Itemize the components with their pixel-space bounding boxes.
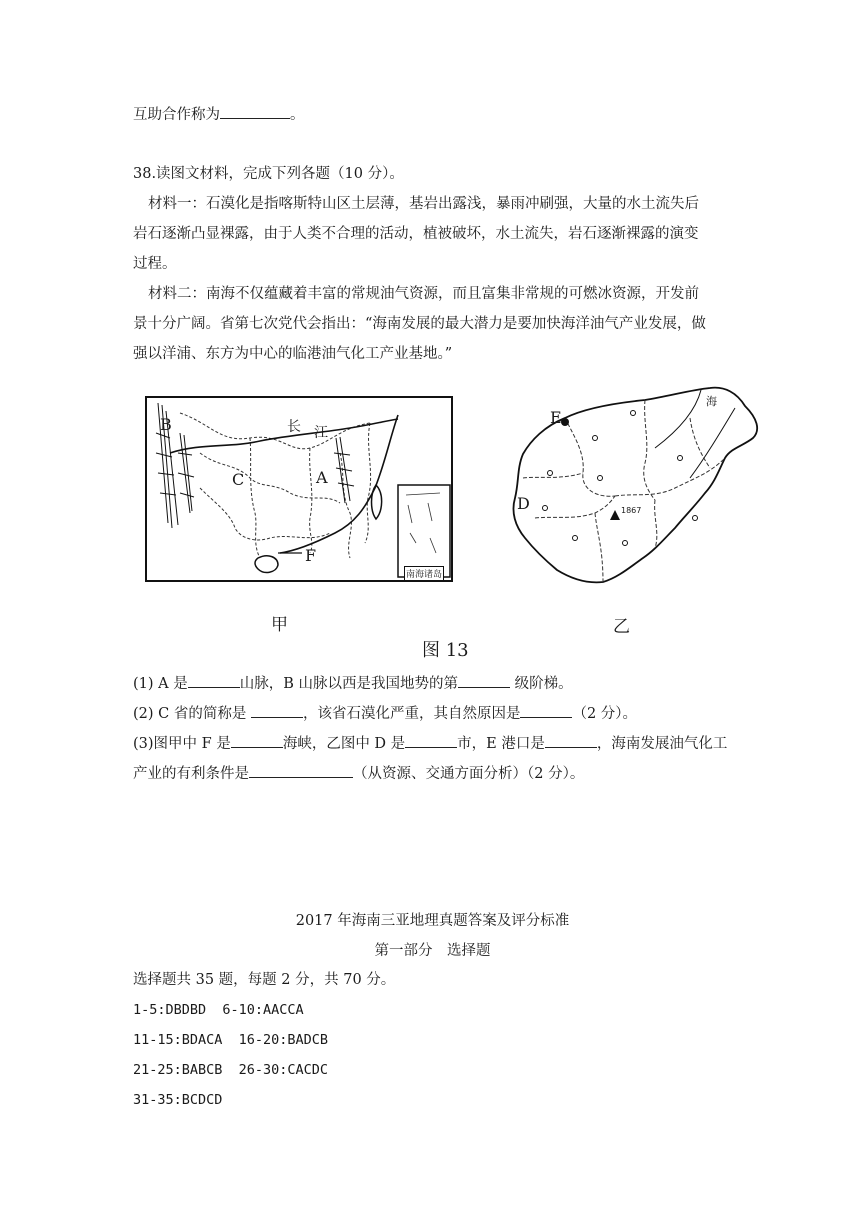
- material-1-line-3: 过程。: [133, 256, 177, 272]
- q2-text-c: （2 分）。: [572, 706, 638, 722]
- caption-jia: 甲: [271, 615, 288, 635]
- q1-text-a: (1) A 是: [133, 676, 188, 692]
- q1-text-b: 山脉，B 山脉以西是我国地势的第: [239, 676, 458, 692]
- material-1-line-2: 岩石逐渐凸显裸露，由于人类不合理的活动，植被破坏，水土流失，岩石逐渐裸露的演变: [133, 226, 699, 242]
- q2-text-a: (2) C 省的简称是: [133, 706, 251, 722]
- q3-text-e: 产业的有利条件是: [133, 766, 249, 782]
- map-label-e: E: [550, 408, 562, 427]
- map-label-b: B: [160, 415, 172, 434]
- map-label-peak: 1867: [621, 506, 642, 515]
- answer-row: 21-25:BABCB 26-30:CACDC: [133, 1062, 329, 1078]
- map-yi: [505, 378, 767, 590]
- material-2-line-2: 景十分广阔。省第七次党代会指出：“海南发展的最大潜力是要加快海洋油气产业发展，做: [133, 316, 706, 332]
- q3-text-f: （从资源、交通方面分析）（2 分）。: [353, 766, 585, 782]
- top-line: [133, 104, 305, 125]
- q3-text-d: ，海南发展油气化工: [596, 736, 728, 752]
- q3-blank-d[interactable]: [249, 763, 353, 778]
- q3-text-b: 海峡，乙图中 D 是: [282, 736, 406, 752]
- top-line-text: 互助合作称为: [133, 107, 220, 123]
- map-label-d: D: [517, 494, 530, 513]
- answer-row: 31-35:BCDCD: [133, 1092, 223, 1108]
- q3-blank-a[interactable]: [231, 733, 283, 748]
- q1-blank-b[interactable]: [458, 673, 510, 688]
- answers-title: 2017 年海南三亚地理真题答案及评分标准: [295, 913, 570, 929]
- question-2: [133, 703, 637, 724]
- answer-row: 1-5:DBDBD 6-10:AACCA: [133, 1002, 304, 1018]
- inset-label: 南海诸岛: [404, 566, 444, 581]
- question-38-title: 38.读图文材料，完成下列各题（10 分）。: [133, 166, 404, 182]
- top-line-suffix: 。: [290, 107, 305, 123]
- q1-text-c: 级阶梯。: [510, 676, 573, 692]
- map-label-chang: 长: [287, 419, 301, 435]
- q3-text-a: (3)图甲中 F 是: [133, 736, 231, 752]
- map-label-a: A: [316, 468, 328, 487]
- q2-blank-b[interactable]: [520, 703, 572, 718]
- q1-blank-a[interactable]: [188, 673, 240, 688]
- answer-blank[interactable]: [220, 104, 290, 119]
- material-2-line-1: 材料二：南海不仅蕴藏着丰富的常规油气资源，而且富集非常规的可燃冰资源，开发前: [148, 286, 699, 302]
- caption-yi: 乙: [613, 617, 630, 637]
- q2-blank-a[interactable]: [251, 703, 303, 718]
- map-label-jiang: 江: [314, 425, 328, 441]
- answer-row: 11-15:BDACA 16-20:BADCB: [133, 1032, 329, 1048]
- map-label-c: C: [232, 470, 245, 489]
- q3-blank-b[interactable]: [405, 733, 457, 748]
- material-2-line-3: 强以洋浦、东方为中心的临港油气化工产业基地。”: [133, 346, 453, 362]
- map-label-hai: 海: [706, 395, 717, 408]
- figure-caption: 图 13: [422, 640, 469, 661]
- q3-blank-c[interactable]: [545, 733, 597, 748]
- question-3: [133, 733, 727, 754]
- question-1: [133, 673, 573, 694]
- q3-text-c: 市，E 港口是: [457, 736, 545, 752]
- q2-text-b: ，该省石漠化严重，其自然原因是: [302, 706, 521, 722]
- answers-part-heading: 第一部分 选择题: [374, 943, 491, 959]
- question-3-cont: [133, 763, 584, 784]
- map-label-f: F: [305, 546, 317, 565]
- material-1-line-1: 材料一：石漠化是指喀斯特山区土层薄，基岩出露浅，暴雨冲刷强，大量的水土流失后: [148, 196, 699, 212]
- answers-intro: 选择题共 35 题，每题 2 分，共 70 分。: [133, 972, 396, 988]
